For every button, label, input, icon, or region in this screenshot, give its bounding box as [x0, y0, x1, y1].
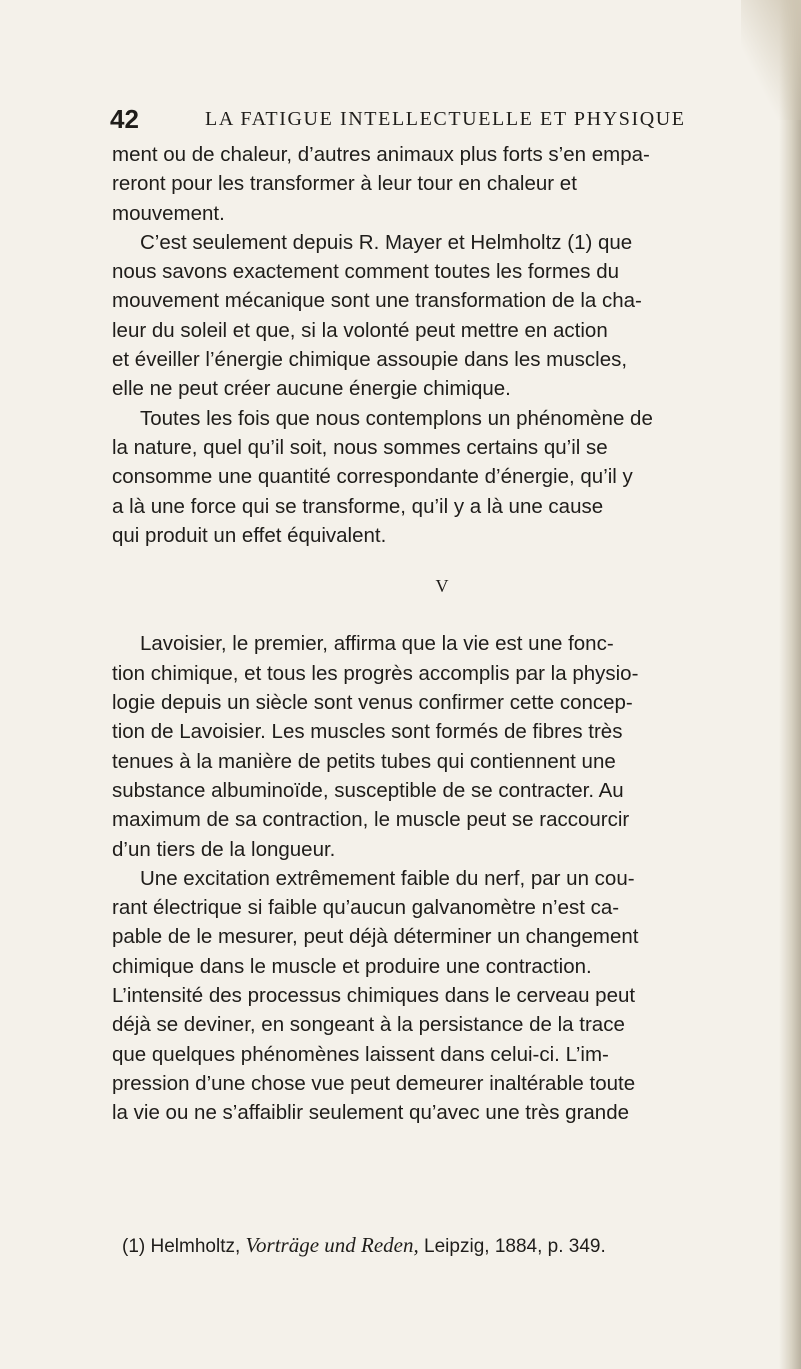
text-line: substance albuminoïde, susceptible de se contracter. Au [112, 778, 624, 802]
body-text [112, 140, 772, 1128]
footnote-marker: (1) Helmholtz, [122, 1236, 241, 1257]
section-number: V [435, 576, 449, 597]
text-line: maximum de sa contraction, le muscle peut se raccourcir [112, 808, 630, 832]
text-line: Toutes les fois que nous contemplons un phénomène de [140, 406, 653, 430]
text-line: C’est seulement depuis R. Mayer et Helmholtz (1) que [140, 230, 633, 254]
text-line: tenues à la manière de petits tubes qui contiennent une [112, 749, 616, 773]
text-line: mouvement. [112, 201, 225, 225]
text-line: pression d’une chose vue peut demeurer inaltérable toute [112, 1071, 636, 1095]
footnote-details: Leipzig, 1884, p. 349. [424, 1236, 606, 1257]
footnote [122, 1233, 772, 1258]
text-line: mouvement mécanique sont une transformation de la cha- [112, 289, 642, 313]
text-line: L’intensité des processus chimiques dans le cerveau peut [112, 984, 636, 1008]
text-line: la vie ou ne s’affaiblir seulement qu’avec une très grande [112, 1101, 629, 1125]
text-line: qui produit un effet équivalent. [112, 523, 387, 547]
text-line: pable de le mesurer, peut déjà déterminer un changement [112, 925, 639, 949]
text-line: Lavoisier, le premier, affirma que la vie est une fonc- [140, 632, 614, 656]
page-edge-shadow [779, 0, 801, 1369]
text-line: chimique dans le muscle et produire une contraction. [112, 954, 592, 978]
footnote-title: Vorträge und Reden, [245, 1233, 419, 1257]
text-line: ment ou de chaleur, d’autres animaux plus forts s’en empa- [112, 143, 650, 166]
text-line: logie depuis un siècle sont venus confirmer cette concep- [112, 691, 633, 715]
text-line: Une excitation extrêmement faible du nerf, par un cou- [140, 866, 635, 890]
text-line: la nature, quel qu’il soit, nous sommes certains qu’il se [112, 435, 608, 459]
text-line: reront pour les transformer à leur tour en chaleur et [112, 172, 577, 196]
text-line: que quelques phénomènes laissent dans celui-ci. L’im- [112, 1042, 609, 1066]
text-line: rant électrique si faible qu’aucun galvanomètre n’est ca- [112, 896, 620, 920]
text-line: et éveiller l’énergie chimique assoupie dans les muscles, [112, 348, 628, 372]
page-number: 42 [110, 104, 139, 134]
text-line: consomme une quantité correspondante d’énergie, qu’il y [112, 465, 633, 489]
text-line: d’un tiers de la longueur. [112, 837, 336, 861]
text-line: elle ne peut créer aucune énergie chimique. [112, 377, 511, 401]
text-line: déjà se deviner, en songeant à la persistance de la trace [112, 1013, 625, 1037]
text-line: leur du soleil et que, si la volonté peut mettre en action [112, 318, 608, 342]
text-line: a là une force qui se transforme, qu’il y a là une cause [112, 494, 604, 518]
running-title: LA FATIGUE INTELLECTUELLE ET PHYSIQUE [205, 108, 686, 130]
text-line: tion de Lavoisier. Les muscles sont formés de fibres très [112, 720, 623, 744]
text-line: nous savons exactement comment toutes les formes du [112, 260, 620, 284]
page-corner-shadow [741, 0, 801, 120]
page-header [110, 104, 750, 134]
text-line: tion chimique, et tous les progrès accomplis par la physio- [112, 661, 639, 685]
